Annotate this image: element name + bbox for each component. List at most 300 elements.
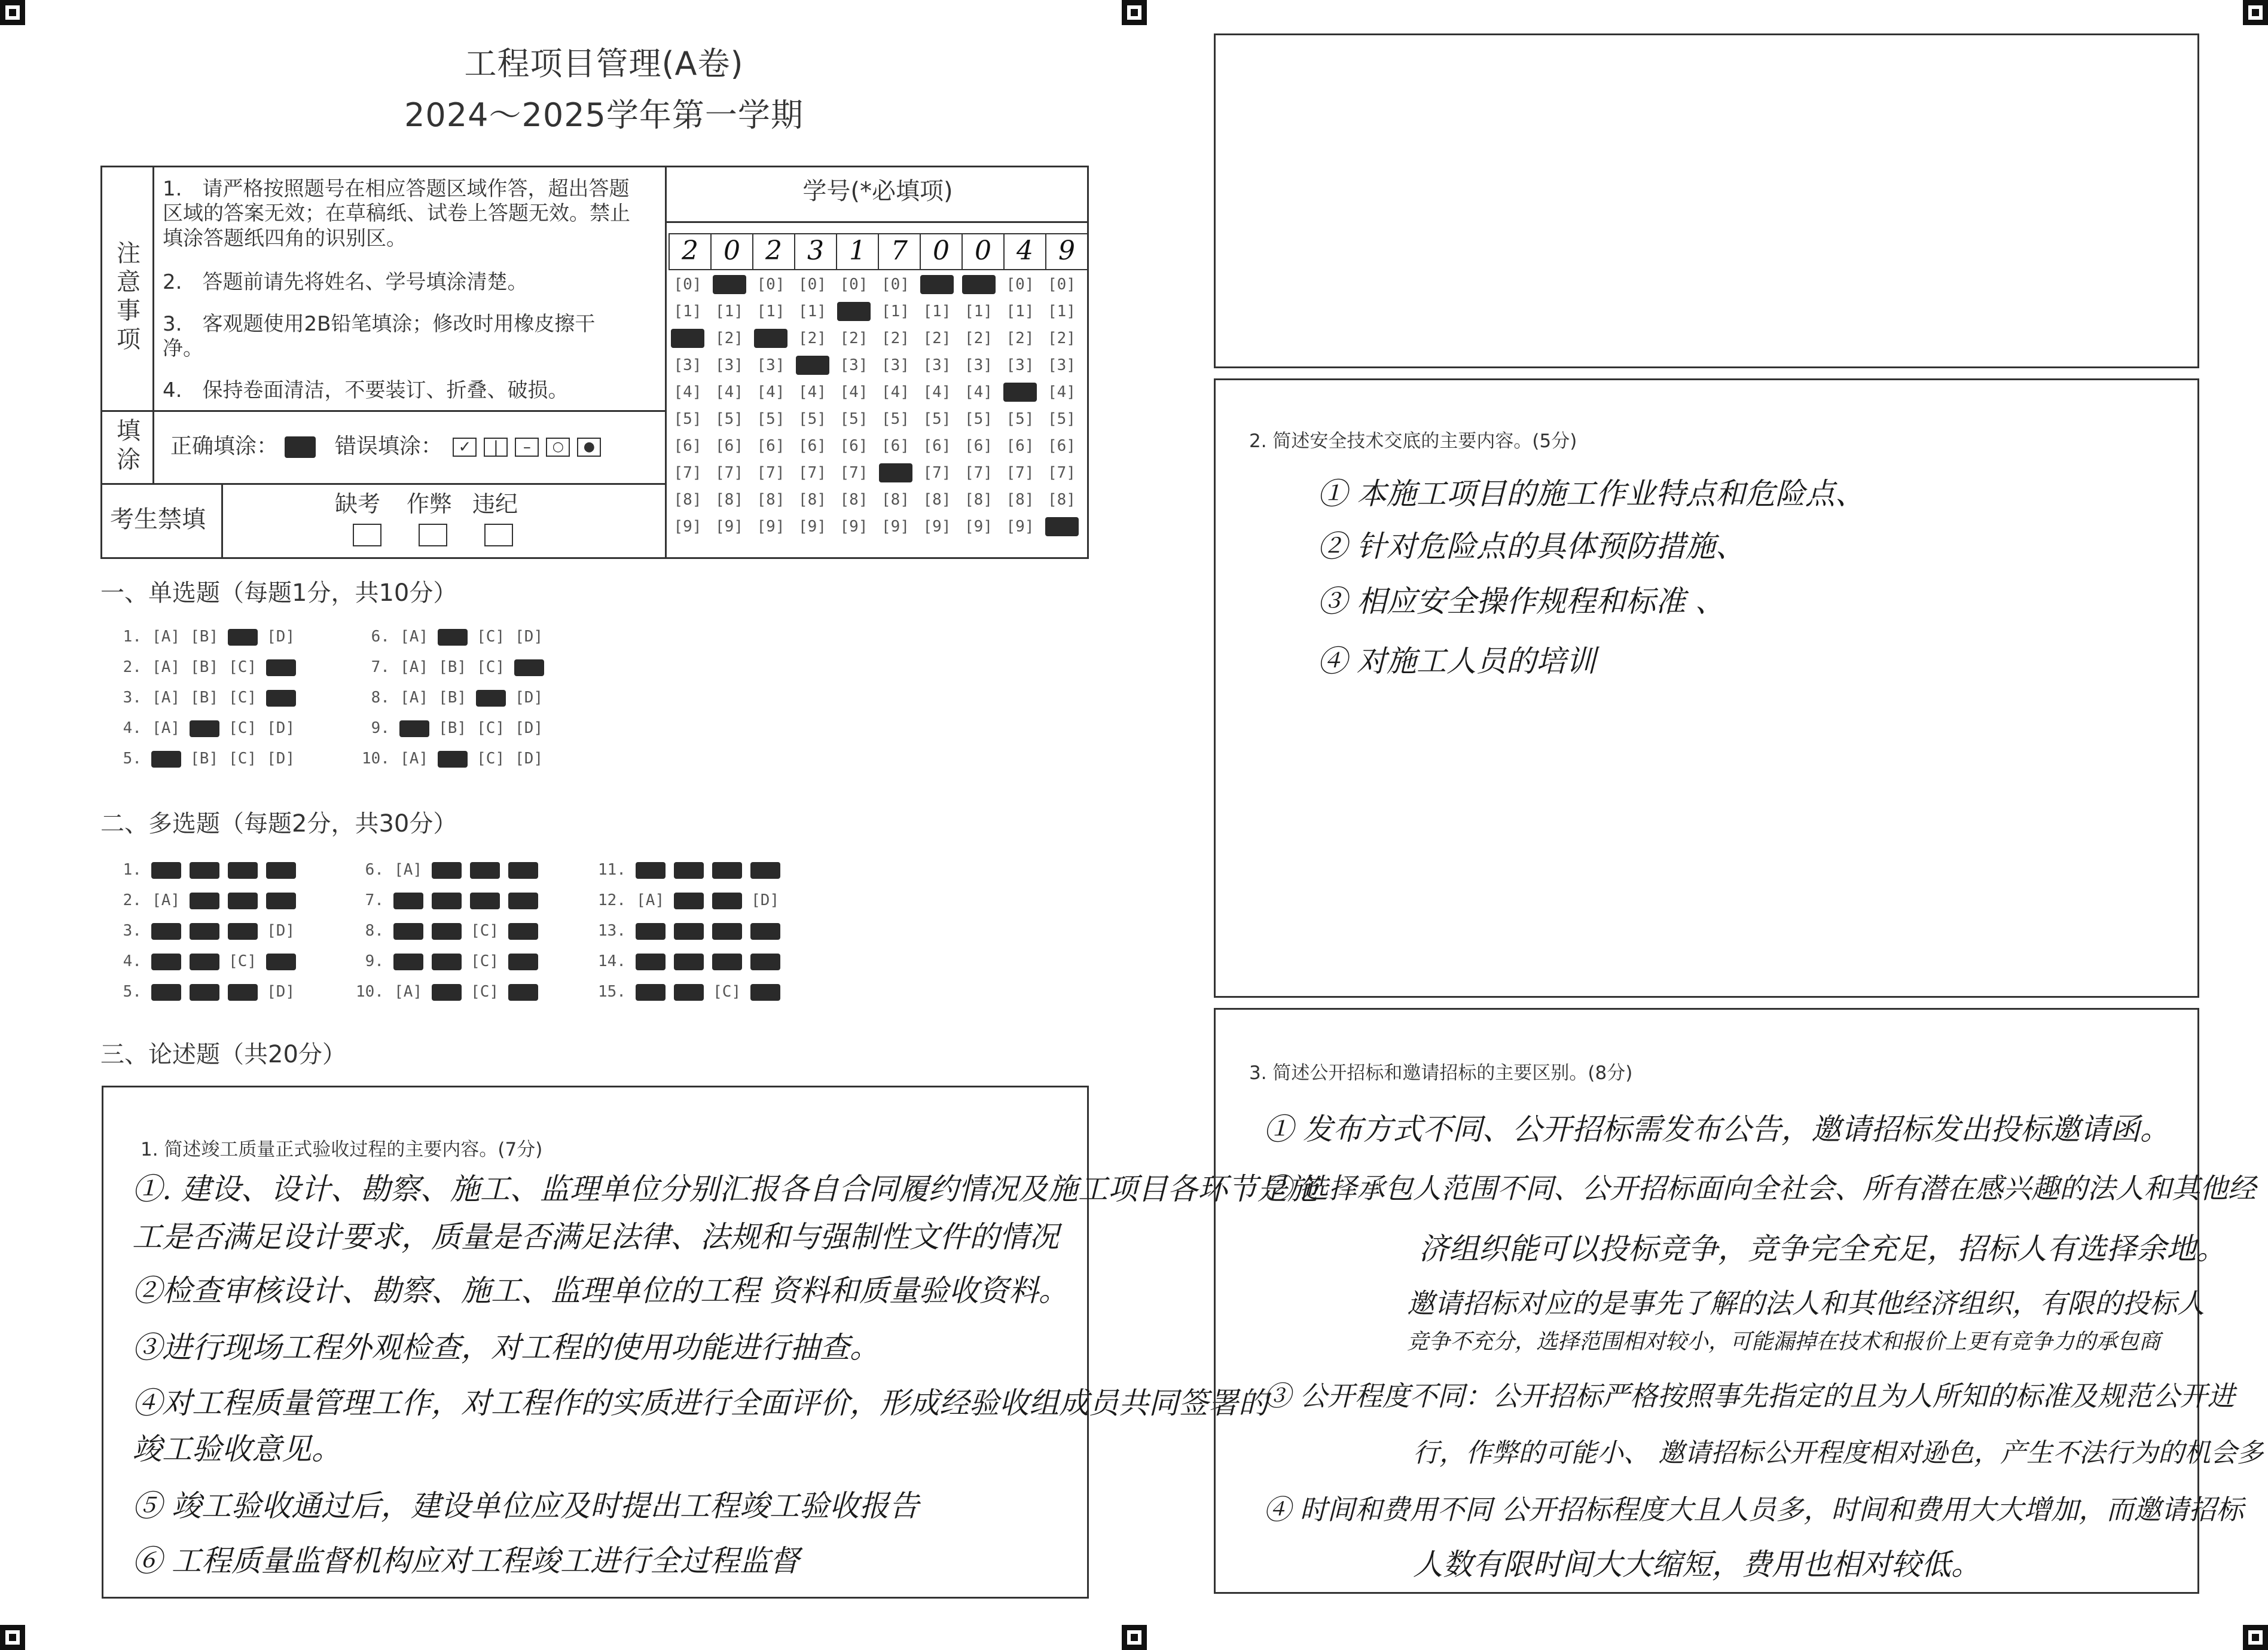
multi-choice-row <box>356 946 547 977</box>
absent-checkbox[interactable] <box>353 524 381 546</box>
correct-fill-label: 正确填涂： <box>170 434 279 459</box>
essay-q3-title: 3. 简述公开招标和邀请招标的主要区别。(8分) <box>1249 1062 1633 1084</box>
filled-option-A[interactable] <box>636 984 666 1001</box>
digit-bubble[interactable]: [5] <box>964 410 993 428</box>
digit-bubble[interactable]: [4] <box>881 383 909 401</box>
essay-q3-line-1: ① 发布方式不同、公开招标需发布公告，邀请招标发出投标邀请函。 <box>1263 1112 2170 1147</box>
multi-choice-row <box>114 977 304 1007</box>
multi-choice-row <box>356 916 547 946</box>
multi-choice-answers[interactable] <box>114 855 831 1010</box>
digit-bubble[interactable]: [0] <box>840 276 868 294</box>
filled-option-B[interactable] <box>438 629 468 646</box>
notice-item-2: 2. 答题前请先将姓名、学号填涂清楚。 <box>163 270 528 294</box>
student-id-digit[interactable]: 9 <box>1058 236 1075 266</box>
essay-q1-line-4: ③进行现场工程外观检查，对工程的使用功能进行抽查。 <box>132 1330 880 1365</box>
filled-option-A[interactable] <box>151 751 181 768</box>
corner-mark-top-right <box>2243 0 2268 25</box>
filled-option-C[interactable] <box>228 984 258 1001</box>
digit-bubble[interactable]: [8] <box>715 491 743 509</box>
digit-bubble[interactable]: [4] <box>673 383 702 401</box>
digit-bubble[interactable]: [2] <box>964 329 993 347</box>
wrong-fill-label: 错误填涂： <box>334 434 442 459</box>
option-D[interactable]: [D] <box>267 983 295 1001</box>
violation-label: 违纪 <box>472 491 518 517</box>
essay-q3-line-8: ④ 时间和费用不同 公开招标程度大且人员多，时间和费用大大增加，而邀请招标 <box>1263 1493 2244 1526</box>
digit-bubble[interactable]: [0] <box>1006 276 1034 294</box>
digit-bubble[interactable]: [3] <box>756 356 785 374</box>
digit-bubble[interactable]: [9] <box>715 518 743 536</box>
digit-bubble[interactable]: [6] <box>756 437 785 455</box>
digit-bubble[interactable]: [4] <box>923 383 951 401</box>
single-choice-row <box>362 652 552 683</box>
notice-item-1: 1. 请严格按照题号在相应答题区域作答，超出答题区域的答案无效；在草稿纸、试卷上答题无效。禁止填涂答题纸四角的识别区。 <box>163 177 630 250</box>
option-D[interactable]: [D] <box>267 922 295 940</box>
option-C[interactable]: [C] <box>228 719 257 737</box>
question-number: 4. <box>114 719 151 737</box>
student-id-digit[interactable]: 2 <box>753 234 795 269</box>
digit-bubble[interactable]: [1] <box>673 302 702 320</box>
digit-bubble[interactable]: [2] <box>840 329 868 347</box>
student-id-digit[interactable]: 1 <box>837 234 879 269</box>
digit-bubble[interactable]: [3] <box>923 356 951 374</box>
essay-q1-line-7: ⑤ 竣工验收通过后，建设单位应及时提出工程竣工验收报告 <box>132 1489 919 1523</box>
wrong-fill-samples: ✓ | – ○ ● <box>449 434 605 459</box>
digit-bubble[interactable]: [0] <box>1048 276 1076 294</box>
digit-bubble[interactable]: [8] <box>1048 491 1076 509</box>
digit-bubble[interactable]: [3] <box>673 356 702 374</box>
digit-bubble[interactable]: [6] <box>840 437 868 455</box>
filled-option-B[interactable] <box>674 954 704 970</box>
digit-bubble[interactable]: [6] <box>964 437 993 455</box>
filled-option-D[interactable] <box>266 862 296 879</box>
filled-option-C[interactable] <box>228 862 258 879</box>
option-A[interactable]: [A] <box>394 983 423 1001</box>
filled-option-A[interactable] <box>151 862 181 879</box>
filled-option-D[interactable] <box>750 923 780 940</box>
student-id-digit[interactable]: 0 <box>712 234 753 269</box>
digit-bubble[interactable]: [9] <box>840 518 868 536</box>
option-C[interactable]: [C] <box>477 719 505 737</box>
multi-choice-row <box>114 855 304 885</box>
option-B[interactable]: [B] <box>438 658 467 676</box>
digit-bubble[interactable]: [5] <box>840 410 868 428</box>
essay-q1-box <box>102 1086 1317 1599</box>
digit-bubble[interactable]: [2] <box>923 329 951 347</box>
digit-bubble[interactable]: [7] <box>798 464 826 482</box>
single-choice-row <box>362 683 552 713</box>
option-C[interactable]: [C] <box>228 689 257 707</box>
multi-choice-row <box>114 916 304 946</box>
filled-option-A[interactable] <box>636 923 666 940</box>
filled-option-D[interactable] <box>508 984 538 1001</box>
option-A[interactable]: [A] <box>400 628 429 646</box>
question-number: 10. <box>362 750 399 768</box>
option-C[interactable]: [C] <box>471 952 499 970</box>
single-choice-row <box>362 744 552 774</box>
digit-bubble[interactable]: [4] <box>715 383 743 401</box>
filled-option-D[interactable] <box>266 690 296 707</box>
essay-q2-line-3: ③ 相应安全操作规程和标准 、 <box>1317 584 1725 619</box>
digit-bubble[interactable]: [7] <box>923 464 951 482</box>
digit-bubble[interactable]: [9] <box>881 518 909 536</box>
single-choice-row <box>114 683 304 713</box>
cheat-checkbox[interactable] <box>419 524 447 546</box>
option-A[interactable]: [A] <box>400 750 429 768</box>
violation-checkbox[interactable] <box>484 524 513 546</box>
option-A[interactable]: [A] <box>152 628 181 646</box>
option-C[interactable]: [C] <box>471 983 499 1001</box>
question-number: 9. <box>362 719 399 737</box>
filled-option-B[interactable] <box>190 862 219 879</box>
digit-bubble[interactable]: [3] <box>1048 356 1076 374</box>
multi-choice-row <box>598 916 789 946</box>
digit-bubble[interactable]: [8] <box>840 491 868 509</box>
digit-bubble[interactable]: [6] <box>798 437 826 455</box>
option-A[interactable]: [A] <box>152 719 181 737</box>
digit-bubble[interactable]: [2] <box>798 329 826 347</box>
filled-option-B[interactable] <box>674 893 704 909</box>
question-number: 5. <box>114 983 151 1001</box>
filled-option-D[interactable] <box>514 659 544 676</box>
single-choice-row <box>114 713 304 744</box>
filled-option-B[interactable] <box>438 751 468 768</box>
filled-option-B[interactable] <box>674 984 704 1001</box>
single-choice-answers[interactable] <box>114 622 592 777</box>
digit-bubble[interactable]: [0] <box>881 276 909 294</box>
exam-title: 工程项目管理(A卷) <box>464 45 744 82</box>
digit-bubble[interactable]: [9] <box>673 518 702 536</box>
student-id-digit[interactable]: 2 <box>670 234 712 269</box>
digit-bubble[interactable]: [1] <box>923 302 951 320</box>
digit-bubble[interactable]: [1] <box>715 302 743 320</box>
digit-bubble[interactable]: [3] <box>840 356 868 374</box>
banned-label: 考生禁填 <box>110 506 206 533</box>
essay-heading: 三、论述题（共20分） <box>100 1041 346 1068</box>
filled-option-B[interactable] <box>190 893 219 909</box>
digit-bubble[interactable]: [1] <box>964 302 993 320</box>
corner-mark-bottom-center <box>1122 1625 1147 1650</box>
filled-option-D[interactable] <box>508 954 538 970</box>
filled-option-C[interactable] <box>712 923 742 940</box>
multi-choice-row <box>114 885 304 916</box>
option-C[interactable]: [C] <box>228 750 257 768</box>
essay-q3-line-2: ② 选择承包人范围不同、公开招标面向全社会、所有潜在感兴趣的法人和其他经 <box>1263 1172 2256 1205</box>
filled-option-D[interactable] <box>266 659 296 676</box>
student-id-digit[interactable]: 3 <box>795 234 837 269</box>
option-D[interactable]: [D] <box>515 689 544 707</box>
digit-bubble[interactable]: [9] <box>1006 518 1034 536</box>
option-D[interactable]: [D] <box>751 891 780 909</box>
blank-answer-box <box>1214 33 2199 368</box>
correct-fill-sample <box>285 436 316 458</box>
essay-q2-title: 2. 简述安全技术交底的主要内容。(5分) <box>1249 430 1577 452</box>
option-C[interactable]: [C] <box>477 750 505 768</box>
multi-choice-row <box>356 977 547 1007</box>
option-A[interactable]: [A] <box>152 689 181 707</box>
filled-option-C[interactable] <box>470 862 500 879</box>
option-B[interactable]: [B] <box>438 689 467 707</box>
student-id-label: 学号(*必填项) <box>802 178 953 205</box>
option-D[interactable]: [D] <box>515 719 544 737</box>
single-choice-heading: 一、单选题（每题1分，共10分） <box>100 579 457 607</box>
digit-bubble[interactable]: [8] <box>881 491 909 509</box>
digit-bubble[interactable]: [7] <box>673 464 702 482</box>
digit-bubble[interactable]: [6] <box>1048 437 1076 455</box>
digit-bubble[interactable]: [7] <box>756 464 785 482</box>
question-number: 7. <box>362 658 399 676</box>
digit-bubble[interactable]: [5] <box>756 410 785 428</box>
option-A[interactable]: [A] <box>152 891 181 909</box>
digit-bubble[interactable]: [7] <box>964 464 993 482</box>
digit-bubble[interactable]: [4] <box>798 383 826 401</box>
essay-q1-line-1: ①. 建设、设计、勘察、施工、监理单位分别汇报各自合同履约情况及施工项目各环节是施 <box>132 1172 1317 1206</box>
filled-option-A[interactable] <box>636 954 666 970</box>
option-D[interactable]: [D] <box>515 628 544 646</box>
digit-bubble[interactable]: [7] <box>1006 464 1034 482</box>
option-C[interactable]: [C] <box>471 922 499 940</box>
essay-q2-line-4: ④ 对施工人员的培训 <box>1317 644 1596 679</box>
filled-option-B[interactable] <box>432 923 462 940</box>
option-B[interactable]: [B] <box>190 750 219 768</box>
student-id-digit[interactable]: 4 <box>1005 234 1046 269</box>
digit-bubble[interactable]: [5] <box>881 410 909 428</box>
digit-bubble[interactable]: [9] <box>798 518 826 536</box>
filled-option-B[interactable] <box>190 720 219 737</box>
filled-option-B[interactable] <box>432 862 462 879</box>
digit-bubble[interactable]: [3] <box>881 356 909 374</box>
filled-option-D[interactable] <box>750 954 780 970</box>
digit-bubble[interactable]: [1] <box>1006 302 1034 320</box>
digit-bubble[interactable]: [5] <box>673 410 702 428</box>
option-D[interactable]: [D] <box>515 750 544 768</box>
filled-option-D[interactable] <box>266 954 296 970</box>
digit-bubble[interactable]: [4] <box>756 383 785 401</box>
digit-bubble[interactable]: [8] <box>798 491 826 509</box>
digit-bubble[interactable]: [2] <box>715 329 743 347</box>
option-C[interactable]: [C] <box>477 658 505 676</box>
single-choice-row <box>114 744 304 774</box>
option-A[interactable]: [A] <box>636 891 665 909</box>
option-C[interactable]: [C] <box>477 628 505 646</box>
filled-option-D[interactable] <box>750 862 780 879</box>
question-number: 6. <box>356 861 393 879</box>
question-number: 8. <box>356 922 393 940</box>
option-A[interactable]: [A] <box>400 689 429 707</box>
digit-bubble[interactable]: [9] <box>923 518 951 536</box>
fill-label: 填涂 <box>117 417 141 473</box>
digit-bubble[interactable]: [6] <box>923 437 951 455</box>
question-number: 9. <box>356 952 393 970</box>
digit-bubble[interactable]: [2] <box>1006 329 1034 347</box>
essay-q1-line-5: ④对工程质量管理工作，对工程作的实质进行全面评价，形成经验收组成员共同签署的 <box>132 1386 1268 1420</box>
question-number: 8. <box>362 689 399 707</box>
filled-bubble[interactable] <box>713 275 746 294</box>
essay-q1-line-3: ②检查审核设计、勘察、施工、监理单位的工程 资料和质量验收资料。 <box>132 1273 1069 1308</box>
student-id-written <box>669 233 1088 270</box>
filled-option-D[interactable] <box>508 893 538 909</box>
option-C[interactable]: [C] <box>228 658 257 676</box>
digit-bubble[interactable]: [2] <box>1048 329 1076 347</box>
question-number: 12. <box>598 891 636 909</box>
digit-bubble[interactable]: [6] <box>673 437 702 455</box>
filled-option-C[interactable] <box>470 893 500 909</box>
corner-mark-top-left <box>0 0 25 25</box>
filled-option-A[interactable] <box>393 923 423 940</box>
filled-bubble[interactable] <box>671 329 704 348</box>
option-B[interactable]: [B] <box>190 689 219 707</box>
option-C[interactable]: [C] <box>713 983 741 1001</box>
digit-bubble[interactable]: [8] <box>756 491 785 509</box>
filled-bubble[interactable] <box>754 329 787 348</box>
essay-q2-line-1: ① 本施工项目的施工作业特点和危险点、 <box>1317 476 1865 511</box>
digit-bubble[interactable]: [5] <box>1006 410 1034 428</box>
question-number: 7. <box>356 891 393 909</box>
digit-bubble[interactable]: [1] <box>881 302 909 320</box>
filled-option-B[interactable] <box>674 923 704 940</box>
filled-option-C[interactable] <box>712 893 742 909</box>
filled-option-C[interactable] <box>228 893 258 909</box>
filled-option-A[interactable] <box>393 954 423 970</box>
question-number: 11. <box>598 861 636 879</box>
digit-bubble[interactable]: [5] <box>715 410 743 428</box>
filled-option-A[interactable] <box>636 862 666 879</box>
filled-option-B[interactable] <box>674 862 704 879</box>
essay-q3-line-6: ③ 公开程度不同：公开招标严格按照事先指定的且为人所知的标准及规范公开进 <box>1263 1380 2235 1412</box>
option-D[interactable]: [D] <box>267 750 295 768</box>
single-choice-row <box>362 713 552 744</box>
digit-bubble[interactable]: [7] <box>840 464 868 482</box>
question-number: 5. <box>114 750 151 768</box>
student-id-digit[interactable]: 7 <box>879 234 921 269</box>
digit-bubble[interactable]: [0] <box>798 276 826 294</box>
filled-option-D[interactable] <box>266 893 296 909</box>
filled-bubble[interactable] <box>837 302 871 321</box>
multi-choice-row <box>598 855 789 885</box>
digit-bubble[interactable]: [5] <box>1048 410 1076 428</box>
single-choice-row <box>114 622 304 652</box>
option-C[interactable]: [C] <box>228 952 257 970</box>
filled-option-B[interactable] <box>432 954 462 970</box>
student-id-digit[interactable]: 0 <box>921 234 963 269</box>
digit-bubble[interactable]: [0] <box>673 276 702 294</box>
digit-bubble[interactable]: [7] <box>1048 464 1076 482</box>
digit-bubble[interactable]: [2] <box>881 329 909 347</box>
filled-option-B[interactable] <box>190 954 219 970</box>
option-D[interactable]: [D] <box>267 719 295 737</box>
essay-q3-line-7: 行，作弊的可能小、 邀请招标公开程度相对逊色，产生不法行为的机会多 <box>1413 1438 2263 1468</box>
digit-bubble[interactable]: [8] <box>923 491 951 509</box>
filled-option-D[interactable] <box>508 923 538 940</box>
essay-q3-line-9: 人数有限时间大大缩短，费用也相对较低。 <box>1413 1547 1981 1582</box>
filled-option-C[interactable] <box>228 923 258 940</box>
filled-option-B[interactable] <box>190 923 219 940</box>
digit-bubble[interactable]: [4] <box>840 383 868 401</box>
multi-choice-row <box>598 946 789 977</box>
option-B[interactable]: [B] <box>438 719 467 737</box>
filled-option-C[interactable] <box>712 862 742 879</box>
filled-bubble[interactable] <box>1045 517 1079 536</box>
digit-bubble[interactable]: [3] <box>715 356 743 374</box>
option-B[interactable]: [B] <box>190 658 219 676</box>
option-A[interactable]: [A] <box>400 658 429 676</box>
digit-bubble[interactable]: [3] <box>964 356 993 374</box>
option-A[interactable]: [A] <box>394 861 423 879</box>
question-number: 2. <box>114 891 151 909</box>
filled-bubble[interactable] <box>796 356 829 375</box>
filled-bubble[interactable] <box>1003 383 1037 402</box>
filled-option-A[interactable] <box>151 984 181 1001</box>
question-number: 1. <box>114 861 151 879</box>
essay-q1-title: 1. 简述竣工质量正式验收过程的主要内容。(7分) <box>141 1139 543 1160</box>
essay-q2-line-2: ② 针对危险点的具体预防措施、 <box>1317 529 1745 564</box>
filled-option-A[interactable] <box>151 954 181 970</box>
digit-bubble[interactable]: [8] <box>673 491 702 509</box>
question-number: 3. <box>114 689 151 707</box>
filled-option-B[interactable] <box>190 984 219 1001</box>
multi-choice-row <box>356 885 547 916</box>
multi-choice-heading: 二、多选题（每题2分，共30分） <box>100 810 457 838</box>
digit-bubble[interactable]: [9] <box>756 518 785 536</box>
option-A[interactable]: [A] <box>152 658 181 676</box>
filled-option-D[interactable] <box>508 862 538 879</box>
digit-bubble[interactable]: [4] <box>964 383 993 401</box>
digit-bubble[interactable]: [1] <box>1048 302 1076 320</box>
filled-option-A[interactable] <box>151 923 181 940</box>
digit-bubble[interactable]: [8] <box>964 491 993 509</box>
question-number: 14. <box>598 952 636 970</box>
filled-option-C[interactable] <box>476 690 506 707</box>
option-B[interactable]: [B] <box>190 628 219 646</box>
digit-bubble[interactable]: [7] <box>715 464 743 482</box>
student-id-bubbles[interactable] <box>671 275 1089 550</box>
filled-bubble[interactable] <box>879 463 912 482</box>
essay-q1-line-2: 工是否满足设计要求，质量是否满足法律、法规和与强制性文件的情况 <box>132 1220 1059 1254</box>
filled-option-B[interactable] <box>432 984 462 1001</box>
digit-bubble[interactable]: [6] <box>715 437 743 455</box>
filled-option-C[interactable] <box>712 954 742 970</box>
digit-bubble[interactable]: [9] <box>964 518 993 536</box>
corner-mark-bottom-right <box>2243 1625 2268 1650</box>
student-id-digit[interactable]: 0 <box>963 234 1005 269</box>
filled-option-D[interactable] <box>750 984 780 1001</box>
digit-bubble[interactable]: [8] <box>1006 491 1034 509</box>
filled-option-B[interactable] <box>432 893 462 909</box>
question-number: 6. <box>362 628 399 646</box>
corner-mark-top-center <box>1122 0 1147 25</box>
filled-bubble[interactable] <box>962 275 996 294</box>
filled-bubble[interactable] <box>920 275 954 294</box>
corner-mark-bottom-left <box>0 1625 25 1650</box>
digit-bubble[interactable]: [6] <box>881 437 909 455</box>
digit-bubble[interactable]: [5] <box>798 410 826 428</box>
multi-choice-row <box>356 855 547 885</box>
digit-bubble[interactable]: [6] <box>1006 437 1034 455</box>
essay-q3-line-4: 邀请招标对应的是事先了解的法人和其他经济组织，有限的投标人 <box>1407 1287 2205 1319</box>
digit-bubble[interactable]: [4] <box>1048 383 1076 401</box>
question-number: 3. <box>114 922 151 940</box>
option-D[interactable]: [D] <box>267 628 295 646</box>
filled-option-C[interactable] <box>228 629 258 646</box>
digit-bubble[interactable]: [3] <box>1006 356 1034 374</box>
multi-choice-row <box>114 946 304 977</box>
digit-bubble[interactable]: [0] <box>756 276 785 294</box>
filled-option-A[interactable] <box>393 893 423 909</box>
essay-q1-line-8: ⑥ 工程质量监督机构应对工程竣工进行全过程监督 <box>132 1544 799 1578</box>
digit-bubble[interactable]: [5] <box>923 410 951 428</box>
filled-option-A[interactable] <box>399 720 429 737</box>
digit-bubble[interactable]: [1] <box>798 302 826 320</box>
digit-bubble[interactable]: [1] <box>756 302 785 320</box>
